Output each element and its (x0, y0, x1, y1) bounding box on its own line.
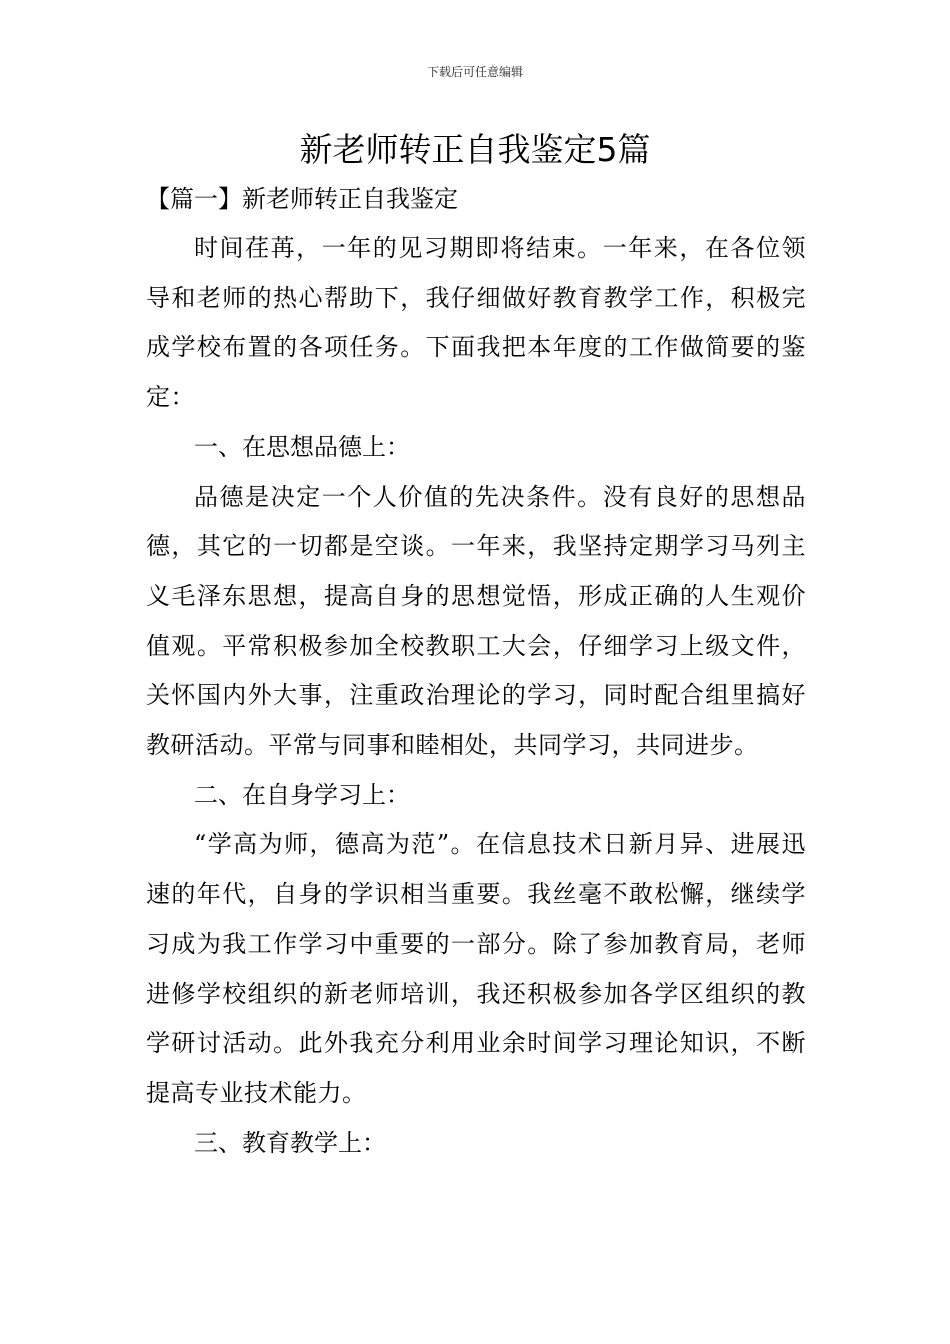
heading-ideology: 一、在思想品德上： (194, 432, 410, 461)
heading-self-study: 二、在自身学习上： (194, 780, 410, 809)
paragraph-intro: 时间荏苒，一年的见习期即将结束。一年来，在各位领导和老师的热心帮助下，我仔细做好教育教学工作，积极完成学校布置的各项任务。下面我把本年度的工作做简要的鉴定： (146, 234, 806, 412)
document-title: 新老师转正自我鉴定5篇 (299, 130, 651, 169)
document-body (146, 174, 806, 1168)
section-heading: 【篇一】新老师转正自我鉴定 (146, 185, 458, 213)
paragraph-self-study: “学高为师，德高为范”。在信息技术日新月异、进展迅速的年代，自身的学识相当重要。我丝毫不敢松懈，继续学习成为我工作学习中重要的一部分。除了参加教育局，老师进修学校组织的新老师培训，我还积极参加各学区组织的教学研讨活动。此外我充分利用业余时间学习理论知识，不断提高专业技术能力。 (146, 830, 806, 1107)
paragraph-ideology: 品德是决定一个人价值的先决条件。没有良好的思想品德，其它的一切都是空谈。一年来，我坚持定期学习马列主义毛泽东思想，提高自身的思想觉悟，形成正确的人生观价值观。平常积极参加全校教职工大会，仔细学习上级文件，关怀国内外大事，注重政治理论的学习，同时配合组里搞好教研活动。平常与同事和睦相处，共同学习，共同进步。 (146, 482, 806, 760)
page-header-note: 下载后可任意编辑 (426, 65, 523, 79)
heading-teaching: 三、教育教学上： (194, 1128, 386, 1157)
